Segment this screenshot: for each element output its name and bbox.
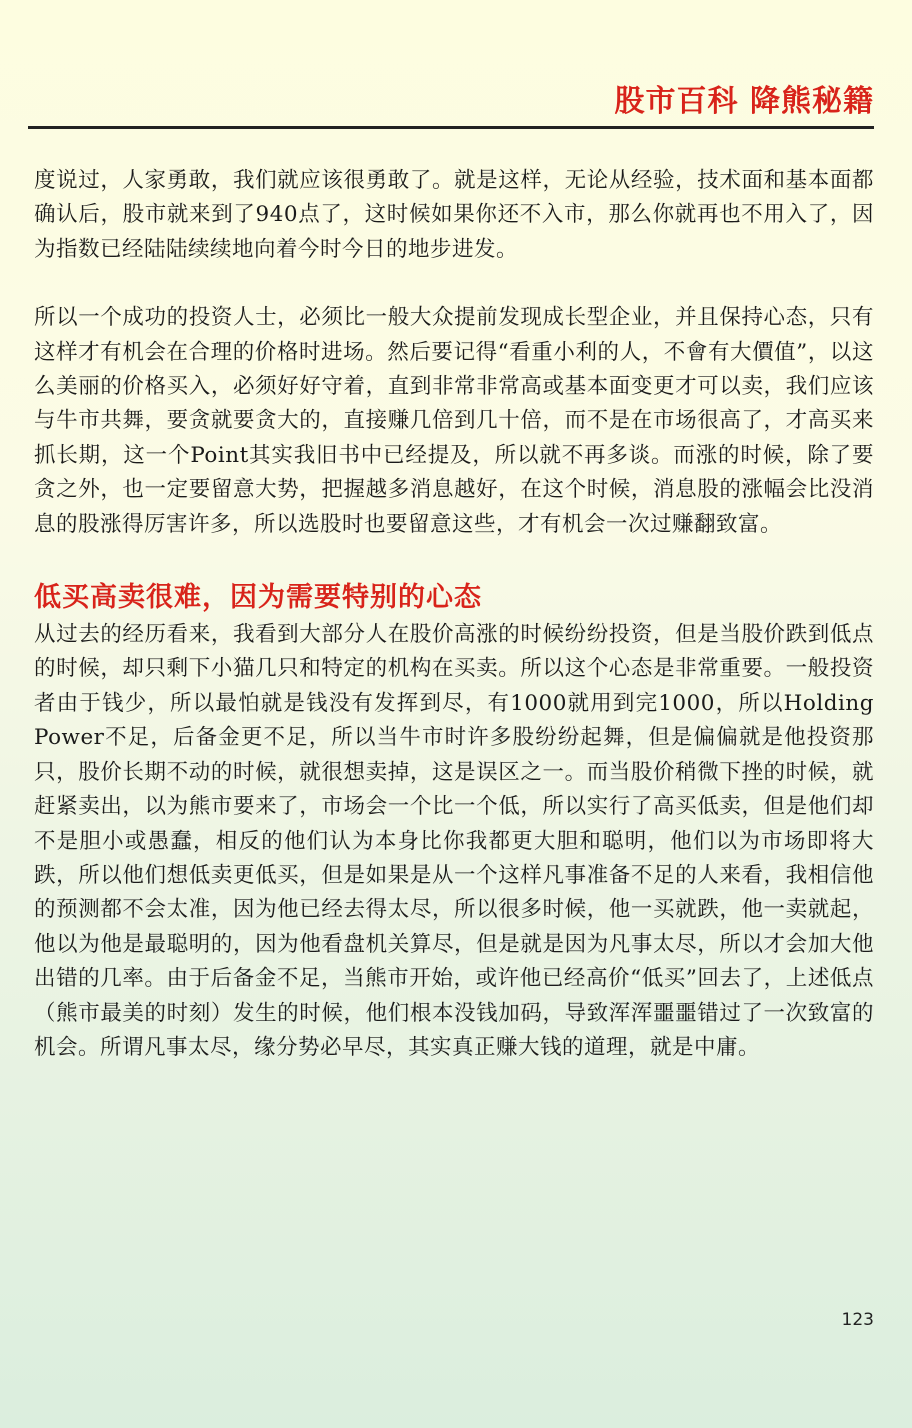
- paragraph-1: 度说过，人家勇敢，我们就应该很勇敢了。就是这样，无论从经验，技术面和基本面都确认后，股市就来到了940点了，这时候如果你还不入市，那么你就再也不用入了，因为指数已经陆陆续续地向着今时今日的地步进发。: [34, 168, 874, 262]
- section-body: 从过去的经历看来，我看到大部分人在股价高涨的时候纷纷投资，但是当股价跌到低点的时候，却只剩下小猫几只和特定的机构在买卖。所以这个心态是非常重要。一般投资者由于钱少，所以最怕就是钱没有发挥到尽，有1000就用到完1000，所以Holding Power不足，后备金更不足，所以当牛市时许多股纷纷起舞，但是偏偏就是他投资那只，股价长期不动的时候，就很想卖掉，这是误区之一。而当股价稍微下挫的时候，就赶紧卖出，以为熊市要来了，市场会一个比一个低，所以实行了高买低卖，但是他们却不是胆小或愚蠢，相反的他们认为本身比你我都更大胆和聪明，他们以为市场即将大跌，所以他们想低卖更低买，但是如果是从一个这样凡事准备不足的人来看，我相信他的预测都不会太准，因为他已经去得太尽，所以很多时候，他一买就跌，他一卖就起，他以为他是最聪明的，因为他看盘机关算尽，但是就是因为凡事太尽，所以才会加大他出错的几率。由于后备金不足，当熊市开始，或许他已经高价“低买”回去了，上述低点（熊市最美的时刻）发生的时候，他们根本没钱加码，导致浑浑噩噩错过了一次致富的机会。所谓凡事太尽，缘分势必早尽，其实真正赚大钱的道理，就是中庸。: [34, 622, 874, 1060]
- paragraph-2: 所以一个成功的投资人士，必须比一般大众提前发现成长型企业，并且保持心态，只有这样才有机会在合理的价格时进场。然后要记得“看重小利的人，不會有大價值”，以这么美丽的价格买入，必须好好守着，直到非常非常高或基本面变更才可以卖，我们应该与牛市共舞，要贪就要贪大的，直接赚几倍到几十倍，而不是在市场很高了，才高买来抓长期，这一个Point其实我旧书中已经提及，所以就不再多谈。而涨的时候，除了要贪之外，也一定要留意大势，把握越多消息越好，在这个时候，消息股的涨幅会比没消息的股涨得厉害许多，所以选股时也要留意这些，才有机会一次过赚翻致富。: [34, 305, 874, 537]
- page-content: [34, 164, 874, 1065]
- header-title: 股市百科 降熊秘籍: [614, 84, 874, 119]
- page-number: 123: [841, 1310, 874, 1330]
- running-header: [28, 82, 874, 129]
- section-heading: 低买高卖很难，因为需要特别的心态: [34, 582, 482, 614]
